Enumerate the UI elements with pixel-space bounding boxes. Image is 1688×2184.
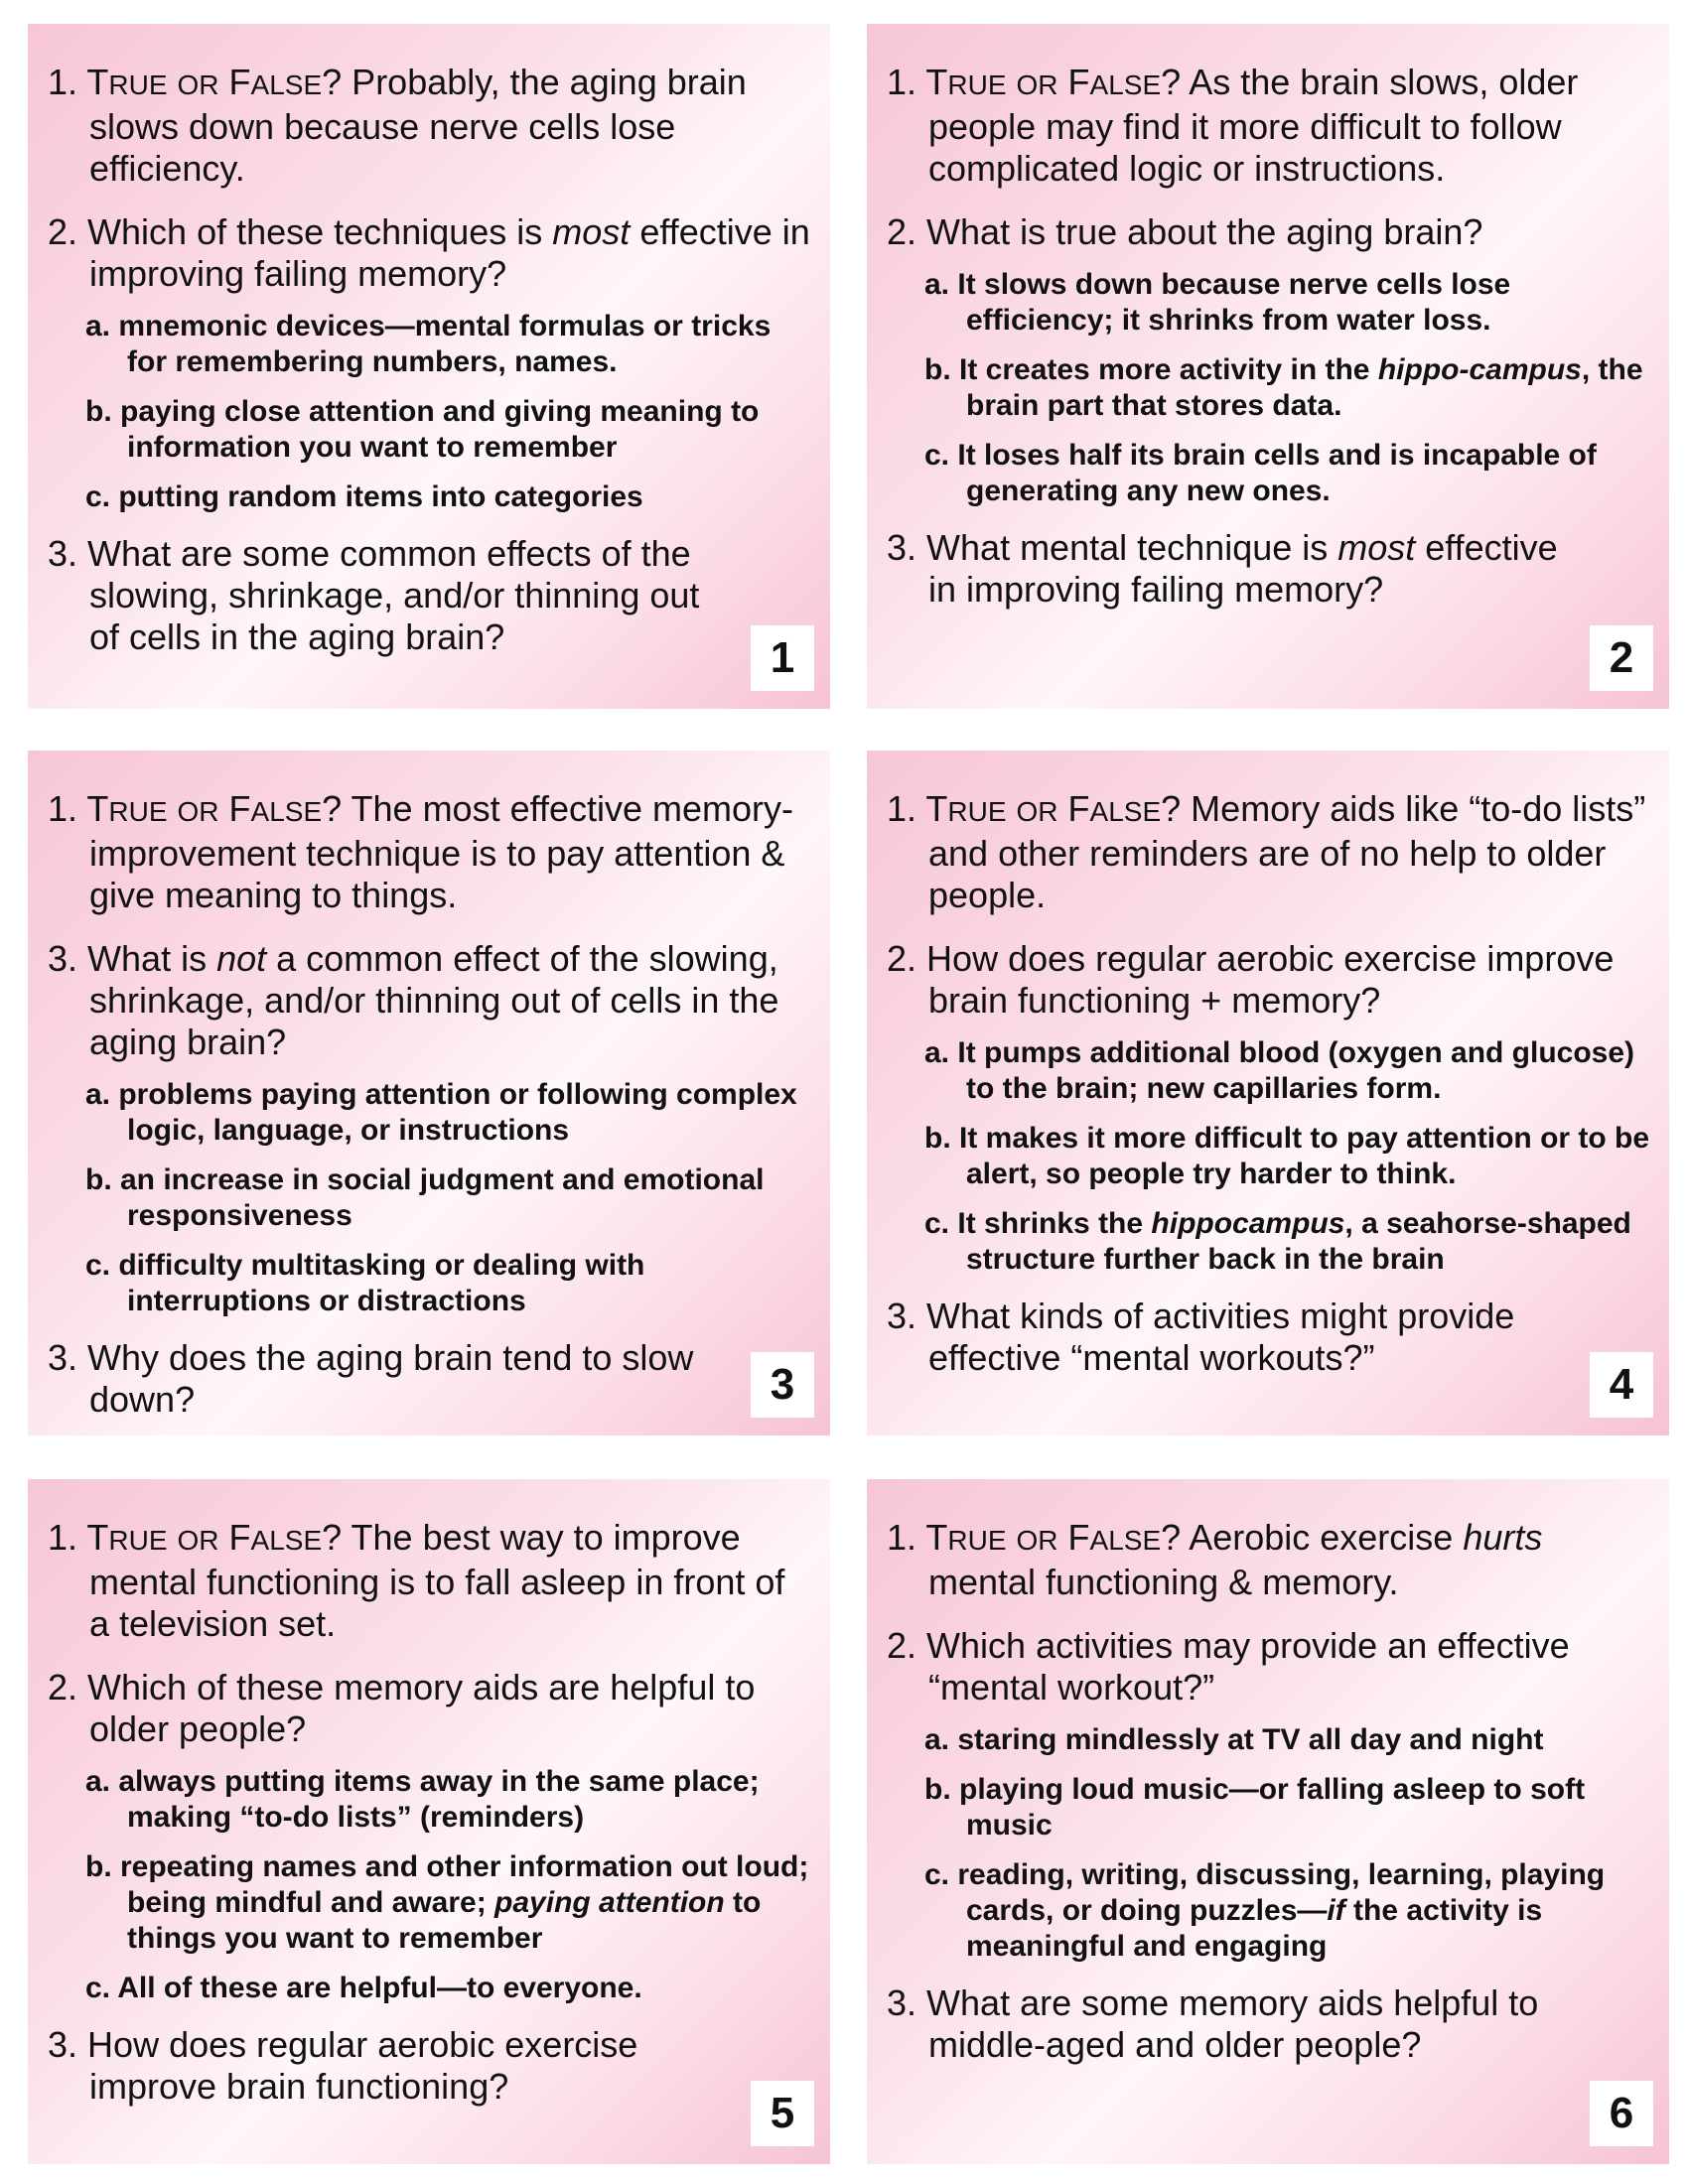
card-5-options (48, 1764, 812, 2006)
card-4-option-b: b. It makes it more difficult to pay attention or to be alert, so people try harder to think. (924, 1122, 1650, 1190)
true-false-label: TRUE OR FALSE (925, 1517, 1162, 1558)
card-number-badge: 5 (751, 2081, 814, 2146)
card-1-option-b: b. paying close attention and giving meaning to information you want to remember (85, 395, 760, 464)
card-6-question-1: 1. TRUE OR FALSE? Aerobic exercise hurts mental functioning & memory. (887, 1517, 1543, 1602)
card-3-options (48, 1077, 812, 1319)
card-1-options (48, 309, 812, 515)
card-2-options (887, 267, 1651, 509)
question-card-1 (28, 24, 830, 709)
card-1-option-a: a. mnemonic devices—mental formulas or tricks for remembering numbers, names. (85, 310, 772, 378)
card-number-badge: 3 (751, 1352, 814, 1418)
card-2-option-c: c. It loses half its brain cells and is incapable of generating any new ones. (924, 439, 1597, 507)
card-5-option-b: b. repeating names and other information out loud; being mindful and aware; paying attention to things you want to remember (85, 1850, 809, 1955)
card-5-question-1: 1. TRUE OR FALSE? The best way to improve mental functioning is to fall asleep in front of a television set. (48, 1517, 785, 1644)
card-number-badge: 4 (1590, 1352, 1653, 1418)
card-3-option-c: c. difficulty multitasking or dealing with interruptions or distractions (85, 1249, 645, 1317)
card-1-question-3: 3. What are some common effects of the slowing, shrinkage, and/or thinning out of cells in the aging brain? (48, 533, 700, 657)
card-number-badge: 6 (1590, 2081, 1653, 2146)
card-3-question-2: 3. What is not a common effect of the slowing, shrinkage, and/or thinning out of cells in the aging brain? (48, 938, 779, 1062)
card-4-option-a: a. It pumps additional blood (oxygen and glucose) to the brain; new capillaries form. (924, 1036, 1635, 1105)
question-card-3 (28, 751, 830, 1435)
card-6-option-c: c. reading, writing, discussing, learning, playing cards, or doing puzzles—if the activity is meaningful and engaging (924, 1858, 1606, 1963)
card-5-option-c: c. All of these are helpful—to everyone. (85, 1972, 642, 2004)
card-6-option-a: a. staring mindlessly at TV all day and night (924, 1723, 1544, 1756)
card-4-question-2: 2. How does regular aerobic exercise improve brain functioning + memory? (887, 938, 1615, 1021)
card-number-badge: 2 (1590, 625, 1653, 691)
card-3-question-3: 3. Why does the aging brain tend to slow down? (48, 1337, 694, 1420)
question-card-4 (867, 751, 1669, 1435)
card-2-question-3: 3. What mental technique is most effective in improving failing memory? (887, 527, 1558, 610)
card-1-option-c: c. putting random items into categories (85, 480, 643, 513)
question-card-5 (28, 1479, 830, 2164)
card-5-question-2: 2. Which of these memory aids are helpful to older people? (48, 1667, 756, 1749)
true-false-label: TRUE OR FALSE (86, 1517, 323, 1558)
card-3-option-a: a. problems paying attention or following complex logic, language, or instructions (85, 1078, 797, 1147)
card-4-question-1: 1. TRUE OR FALSE? Memory aids like “to-do lists” and other reminders are of no help to older people. (887, 788, 1646, 915)
card-6-option-b: b. playing loud music—or falling asleep to soft music (924, 1773, 1586, 1842)
true-false-label: TRUE OR FALSE (925, 62, 1162, 102)
card-2-question-1: 1. TRUE OR FALSE? As the brain slows, older people may find it more difficult to follow complicated logic or instructions. (887, 62, 1579, 189)
card-1-question-1: 1. TRUE OR FALSE? Probably, the aging brain slows down because nerve cells lose efficiency. (48, 62, 747, 189)
card-4-option-c: c. It shrinks the hippocampus, a seahorse-shaped structure further back in the brain (924, 1207, 1631, 1276)
card-5-question-3: 3. How does regular aerobic exercise improve brain functioning? (48, 2024, 638, 2107)
question-card-2 (867, 24, 1669, 709)
question-card-6 (867, 1479, 1669, 2164)
card-6-question-3: 3. What are some memory aids helpful to middle-aged and older people? (887, 1982, 1539, 2065)
card-3-question-1: 1. TRUE OR FALSE? The most effective memory-improvement technique is to pay attention & give meaning to things. (48, 788, 793, 915)
card-1-question-2: 2. Which of these techniques is most effective in improving failing memory? (48, 211, 810, 294)
card-2-option-b: b. It creates more activity in the hippo-campus, the brain part that stores data. (924, 353, 1643, 422)
true-false-label: TRUE OR FALSE (925, 788, 1162, 829)
card-number-badge: 1 (751, 625, 814, 691)
card-6-options (887, 1722, 1651, 1965)
card-4-options (887, 1035, 1651, 1278)
card-2-option-a: a. It slows down because nerve cells lose efficiency; it shrinks from water loss. (924, 268, 1511, 337)
card-2-question-2: 2. What is true about the aging brain? (887, 211, 1483, 252)
card-4-question-3: 3. What kinds of activities might provide effective “mental workouts?” (887, 1296, 1515, 1378)
card-6-question-2: 2. Which activities may provide an effective “mental workout?” (887, 1625, 1570, 1707)
card-5-option-a: a. always putting items away in the same place; making “to-do lists” (reminders) (85, 1765, 760, 1834)
card-3-option-b: b. an increase in social judgment and emotional responsiveness (85, 1163, 765, 1232)
true-false-label: TRUE OR FALSE (86, 62, 323, 102)
true-false-label: TRUE OR FALSE (86, 788, 323, 829)
